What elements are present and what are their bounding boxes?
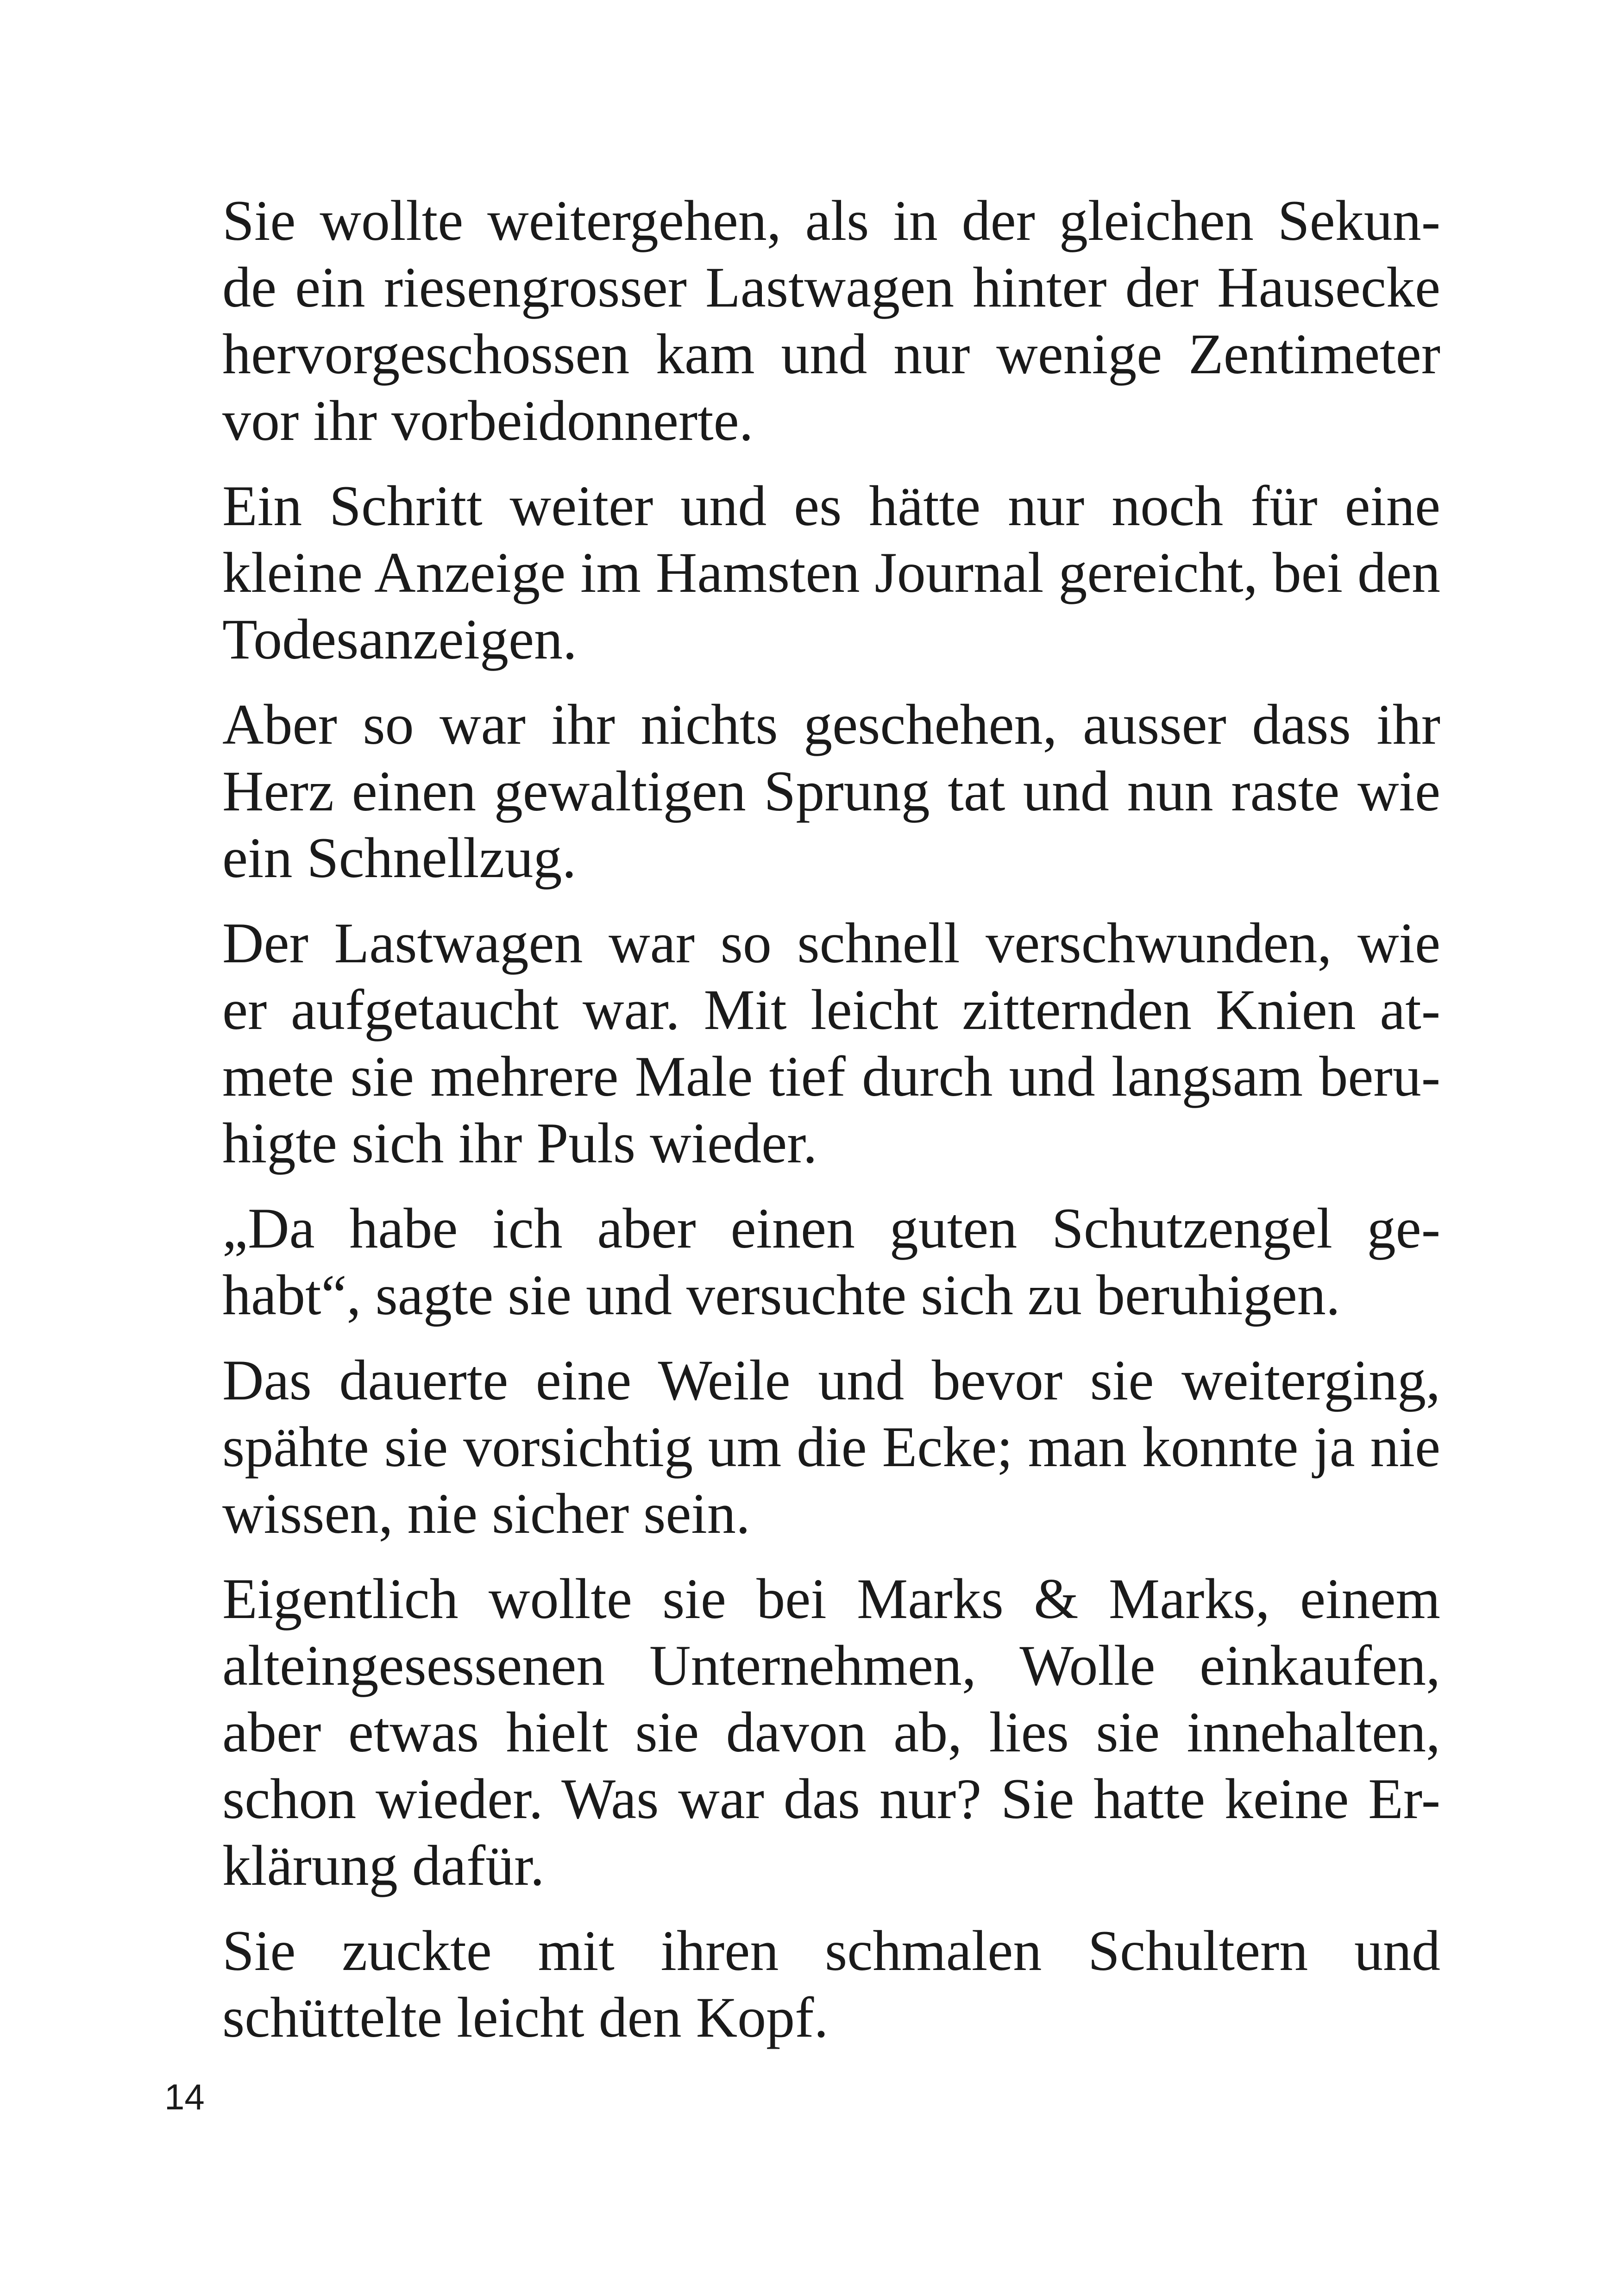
- paragraph: [164, 1195, 1440, 1329]
- text-line: „Da habe ich aber einen guten Schutzengel ge-: [222, 1197, 1440, 1260]
- text-line: kleine Anzeige im Hamsten Journal gereicht, bei den: [222, 541, 1440, 604]
- text-line: schüttelte leicht den Kopf.: [222, 1986, 829, 2049]
- text-line: schon wieder. Was war das nur? Sie hatte keine Er-: [222, 1767, 1440, 1831]
- text-line: er aufgetaucht war. Mit leicht zitternden Knien at-: [222, 978, 1440, 1041]
- text-line: higte sich ihr Puls wieder.: [222, 1111, 817, 1175]
- text-line: de ein riesengrosser Lastwagen hinter der Hausecke: [222, 256, 1440, 319]
- paragraph: [164, 691, 1440, 891]
- text-line: vor ihr vorbeidonnerte.: [222, 389, 754, 452]
- paragraph: [164, 1918, 1440, 2051]
- text-line: klärung dafür.: [222, 1834, 545, 1897]
- text-line: Aber so war ihr nichts geschehen, ausser dass ihr: [222, 693, 1440, 756]
- text-line: mete sie mehrere Male tief durch und langsam beru-: [222, 1045, 1440, 1108]
- text-line: wissen, nie sicher sein.: [222, 1482, 750, 1545]
- paragraph: [164, 188, 1440, 454]
- text-line: hervorgeschossen kam und nur wenige Zentimeter: [222, 322, 1440, 386]
- text-line: Sie wollte weitergehen, als in der gleichen Sekun-: [222, 189, 1440, 252]
- text-line: Eigentlich wollte sie bei Marks & Marks, einem: [222, 1567, 1440, 1631]
- paragraph: [164, 910, 1440, 1177]
- text-line: Herz einen gewaltigen Sprung tat und nun raste wie: [222, 759, 1440, 823]
- text-line: habt“, sagte sie und versuchte sich zu beruhigen.: [222, 1263, 1340, 1327]
- body-text: [164, 188, 1440, 2070]
- text-line: aber etwas hielt sie davon ab, lies sie innehalten,: [222, 1700, 1440, 1764]
- text-line: ein Schnellzug.: [222, 826, 577, 890]
- paragraph: [164, 1566, 1440, 1899]
- text-line: Todesanzeigen.: [222, 608, 577, 671]
- text-line: Ein Schritt weiter und es hätte nur noch für eine: [222, 474, 1440, 538]
- paragraph: [164, 473, 1440, 673]
- text-line: Sie zuckte mit ihren schmalen Schultern und: [222, 1919, 1440, 1982]
- text-line: spähte sie vorsichtig um die Ecke; man konnte ja nie: [222, 1415, 1440, 1479]
- text-line: alteingesessenen Unternehmen, Wolle einkaufen,: [222, 1634, 1440, 1697]
- text-line: Das dauerte eine Weile und bevor sie weiterging,: [222, 1349, 1440, 1412]
- text-line: Der Lastwagen war so schnell verschwunden, wie: [222, 911, 1440, 975]
- paragraph: [164, 1347, 1440, 1547]
- page-number: 14: [164, 2076, 205, 2117]
